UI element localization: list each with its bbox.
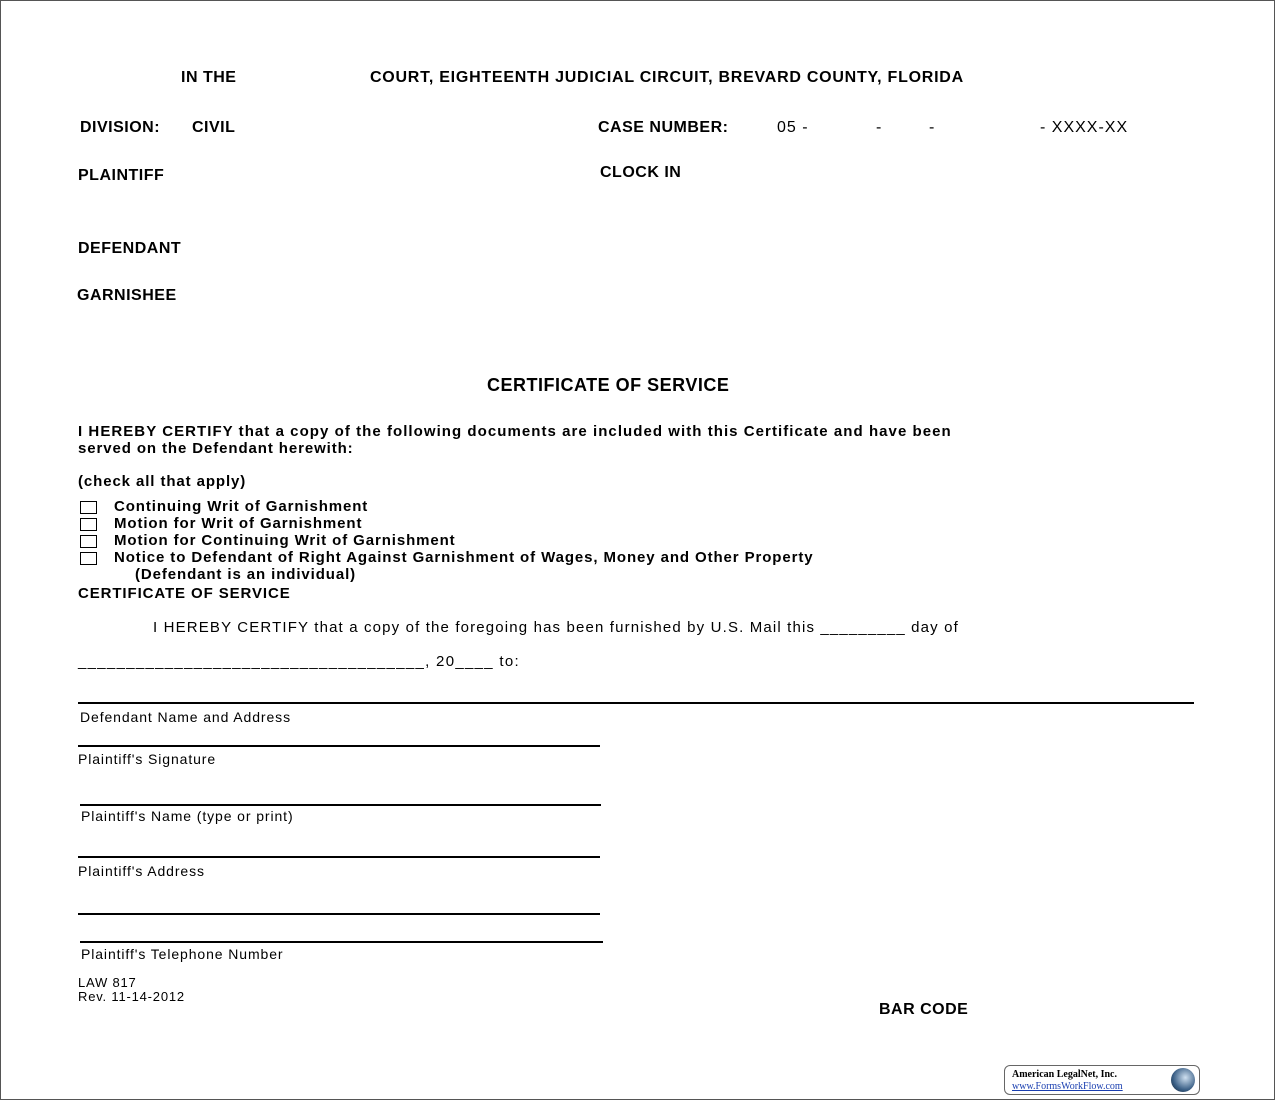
checkbox-motion-continuing-writ[interactable] [80,535,97,548]
plaintiff-label: PLAINTIFF [78,167,165,184]
page-title: CERTIFICATE OF SERVICE [487,375,730,395]
plaintiff-address-line-2[interactable] [78,913,600,915]
defendant-name-address-label: Defendant Name and Address [80,709,291,725]
division-label: DIVISION: [80,119,161,136]
plaintiff-phone-label: Plaintiff's Telephone Number [81,946,284,962]
plaintiff-name-label: Plaintiff's Name (type or print) [81,808,294,824]
logo-company: American LegalNet, Inc. [1012,1069,1117,1080]
mail-line-2: ____________________________________, 20____ to: [78,653,520,670]
court-name: COURT, EIGHTEENTH JUDICIAL CIRCUIT, BREVARD COUNTY, FLORIDA [370,69,964,86]
document-label: Motion for Continuing Writ of Garnishment [114,532,456,549]
certificate-subtitle: CERTIFICATE OF SERVICE [78,585,291,602]
checkbox-notice-defendant[interactable] [80,552,97,565]
form-id: LAW 817 [78,975,137,990]
bar-code-label: BAR CODE [879,1001,969,1018]
american-legalnet-logo[interactable] [1004,1065,1200,1095]
plaintiff-phone-line[interactable] [80,941,603,943]
case-prefix: 05 - [777,119,809,136]
plaintiff-address-label: Plaintiff's Address [78,863,205,879]
in-the-label: IN THE [181,69,237,86]
case-number-label: CASE NUMBER: [598,119,729,136]
checkbox-continuing-writ[interactable] [80,501,97,514]
form-revision: Rev. 11-14-2012 [78,989,185,1004]
documents-note: (Defendant is an individual) [135,566,357,583]
checkbox-motion-writ[interactable] [80,518,97,531]
garnishee-label: GARNISHEE [77,287,177,304]
plaintiff-address-line[interactable] [78,856,600,858]
check-instruction: (check all that apply) [78,473,247,490]
case-dash-2: - [929,119,936,136]
certify-line-2: served on the Defendant herewith: [78,440,354,457]
case-dash-1: - [876,119,883,136]
plaintiff-signature-label: Plaintiff's Signature [78,751,217,767]
logo-url[interactable]: www.FormsWorkFlow.com [1012,1081,1123,1092]
document-label: Notice to Defendant of Right Against Garnishment of Wages, Money and Other Property [114,549,814,566]
document-label: Motion for Writ of Garnishment [114,515,363,532]
clock-in-label: CLOCK IN [600,164,682,181]
document-label: Continuing Writ of Garnishment [114,498,369,515]
globe-icon [1171,1068,1195,1092]
mail-line-1: I HEREBY CERTIFY that a copy of the foregoing has been furnished by U.S. Mail this _________ day of [153,619,959,636]
case-suffix: - XXXX-XX [1040,119,1129,136]
plaintiff-name-line[interactable] [80,804,601,806]
division-value: CIVIL [192,119,236,136]
defendant-label: DEFENDANT [78,240,182,257]
signature-line[interactable] [78,745,600,747]
certify-line-1: I HEREBY CERTIFY that a copy of the following documents are included with this Certificate and have been [78,423,952,440]
defendant-address-line[interactable] [78,702,1194,704]
